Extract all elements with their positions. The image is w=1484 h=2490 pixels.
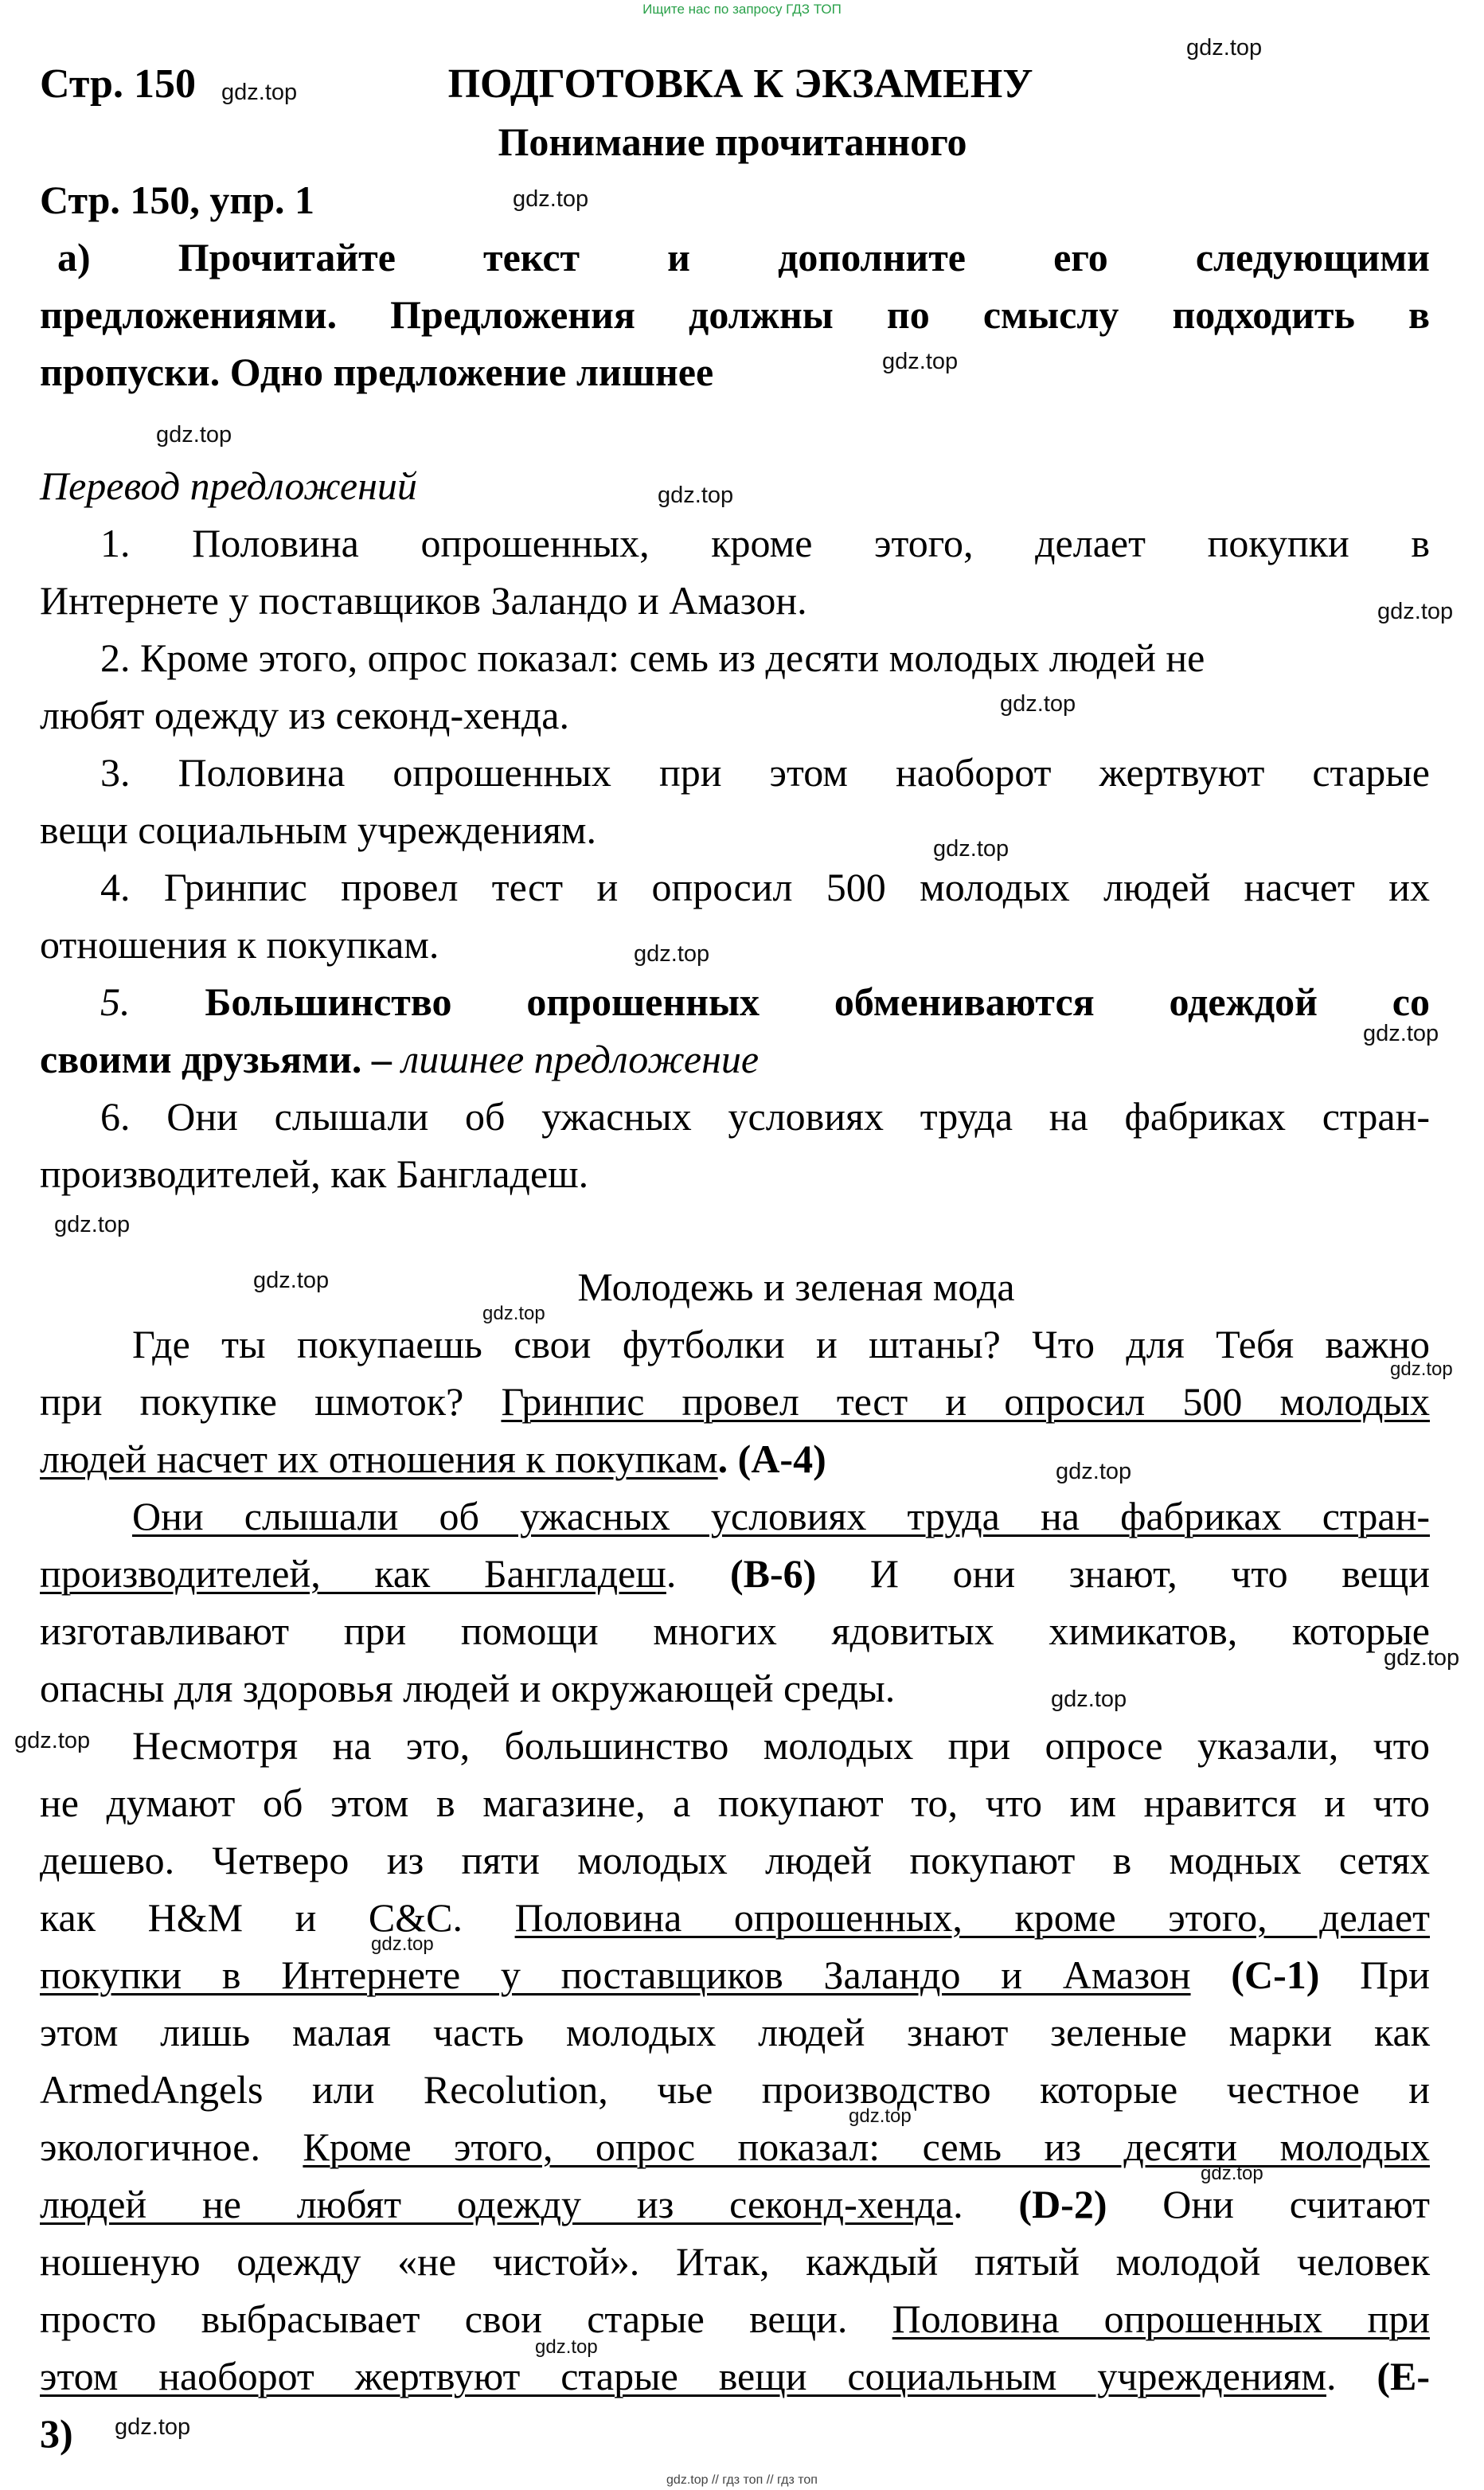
page-title: ПОДГОТОВКА К ЭКЗАМЕНУ xyxy=(447,61,1033,107)
item-3-line-2: вещи социальным учреждениям. xyxy=(40,807,597,852)
item-5-line-2: своими друзьями. – лишнее предложение xyxy=(40,1037,760,1081)
watermark: gdz.top xyxy=(933,836,1010,862)
p3-line-7: ArmedAngels или Recolution, чье производство которые честное и xyxy=(40,2067,1430,2112)
p3-line-10: ношеную одежду «не чистой». Итак, каждый пятый молодой человек xyxy=(40,2239,1430,2284)
watermark: gdz.top xyxy=(513,186,589,212)
item-4-line-2: отношения к покупкам. xyxy=(40,922,439,967)
watermark: gdz.top xyxy=(371,1933,434,1955)
watermark: gdz.top xyxy=(253,1268,330,1293)
watermark: gdz.top xyxy=(1186,35,1263,61)
item-3-line-1: 3. Половина опрошенных при этом наоборот жертвуют старые xyxy=(100,750,1430,795)
watermark: gdz.top xyxy=(1051,1687,1127,1712)
item-5-line-1: 5. Большинство опрошенных обмениваются одеждой со xyxy=(100,979,1431,1024)
watermark: gdz.top xyxy=(1056,1459,1132,1484)
watermark: gdz.top xyxy=(658,483,734,508)
text-title: Молодежь и зеленая мода xyxy=(577,1265,1015,1309)
watermark: gdz.top xyxy=(221,80,298,105)
watermark: gdz.top xyxy=(1201,2163,1263,2184)
watermark: gdz.top xyxy=(482,1303,545,1324)
translation-heading: Перевод предложений xyxy=(40,463,417,508)
p3-line-1: Несмотря на это, большинство молодых при опросе указали, что xyxy=(132,1723,1430,1768)
p2-line-1: Они слышали об ужасных условиях труда на фабриках стран- xyxy=(132,1494,1430,1538)
watermark: gdz.top xyxy=(54,1212,131,1237)
watermark: gdz.top xyxy=(156,422,232,448)
watermark: gdz.top xyxy=(1363,1021,1439,1046)
p2-line-2: производителей, как Бангладеш. (B-6) И они знают, что вещи xyxy=(40,1551,1430,1596)
p3-line-6: этом лишь малая часть молодых людей знают зеленые марки как xyxy=(40,2010,1430,2054)
p3-line-13: 3) xyxy=(40,2411,73,2456)
item-6-line-2: производителей, как Бангладеш. xyxy=(40,1151,589,1196)
watermark: gdz.top xyxy=(115,2414,191,2440)
watermark: gdz.top xyxy=(535,2336,598,2358)
watermark: gdz.top xyxy=(1390,1358,1453,1380)
p3-line-3: дешево. Четверо из пяти молодых людей покупают в модных сетях xyxy=(40,1838,1430,1882)
p3-line-4: как H&M и C&C. Половина опрошенных, кроме этого, делает xyxy=(40,1895,1431,1940)
item-6-line-1: 6. Они слышали об ужасных условиях труда на фабриках стран- xyxy=(100,1094,1430,1139)
task-line-1: а) Прочитайте текст и дополните его следующими xyxy=(57,235,1430,279)
page-ref: Стр. 150 xyxy=(40,61,196,107)
watermark: gdz.top xyxy=(14,1728,91,1753)
item-1-line-1: 1. Половина опрошенных, кроме этого, делает покупки в xyxy=(100,521,1430,565)
task-line-2: предложениями. Предложения должны по смыслу подходить в xyxy=(40,292,1430,337)
p3-line-2: не думают об этом в магазине, а покупают то, что им нравится и что xyxy=(40,1781,1430,1825)
p1-line-3: людей насчет их отношения к покупкам. (A-4) xyxy=(40,1437,826,1481)
watermark: gdz.top xyxy=(1384,1645,1460,1671)
watermark: gdz.top xyxy=(1377,599,1454,624)
p1-line-1: Где ты покупаешь свои футболки и штаны? Что для Тебя важно xyxy=(132,1322,1430,1366)
exercise-ref: Стр. 150, упр. 1 xyxy=(40,178,315,222)
item-2-line-1: 2. Кроме этого, опрос показал: семь из десяти молодых людей не xyxy=(100,635,1205,680)
p2-line-3: изготавливают при помощи многих ядовитых химикатов, которые xyxy=(40,1609,1430,1653)
top-watermark: Ищите нас по запросу ГДЗ ТОП xyxy=(642,2,842,17)
p3-line-8: экологичное. Кроме этого, опрос показал: семь из десяти молодых xyxy=(40,2125,1431,2169)
p1-line-2: при покупке шмоток? Гринпис провел тест и опросил 500 молодых xyxy=(40,1379,1430,1424)
watermark: gdz.top xyxy=(634,941,710,967)
task-line-3: пропуски. Одно предложение лишнее xyxy=(40,350,714,394)
p3-line-9: людей не любят одежду из секонд-хенда. (D-2) Они считают xyxy=(40,2182,1431,2226)
bottom-watermark: gdz.top // гдз топ // гдз топ xyxy=(666,2473,818,2487)
watermark: gdz.top xyxy=(882,349,959,374)
p3-line-12: этом наоборот жертвуют старые вещи социальным учреждениям. (E- xyxy=(40,2354,1431,2398)
watermark: gdz.top xyxy=(849,2105,912,2127)
item-4-line-1: 4. Гринпис провел тест и опросил 500 молодых людей насчет их xyxy=(100,865,1430,909)
watermark: gdz.top xyxy=(1000,691,1076,717)
item-2-line-2: любят одежду из секонд-хенда. xyxy=(40,693,569,737)
p3-line-5: покупки в Интернете у поставщиков Заландо и Амазон (C-1) При xyxy=(40,1953,1430,1997)
p3-line-11: просто выбрасывает свои старые вещи. Половина опрошенных при xyxy=(40,2297,1431,2341)
page-subtitle: Понимание прочитанного xyxy=(498,119,967,164)
item-1-line-2: Интернете у поставщиков Заландо и Амазон. xyxy=(40,578,807,623)
p2-line-4: опасны для здоровья людей и окружающей среды. xyxy=(40,1666,896,1710)
